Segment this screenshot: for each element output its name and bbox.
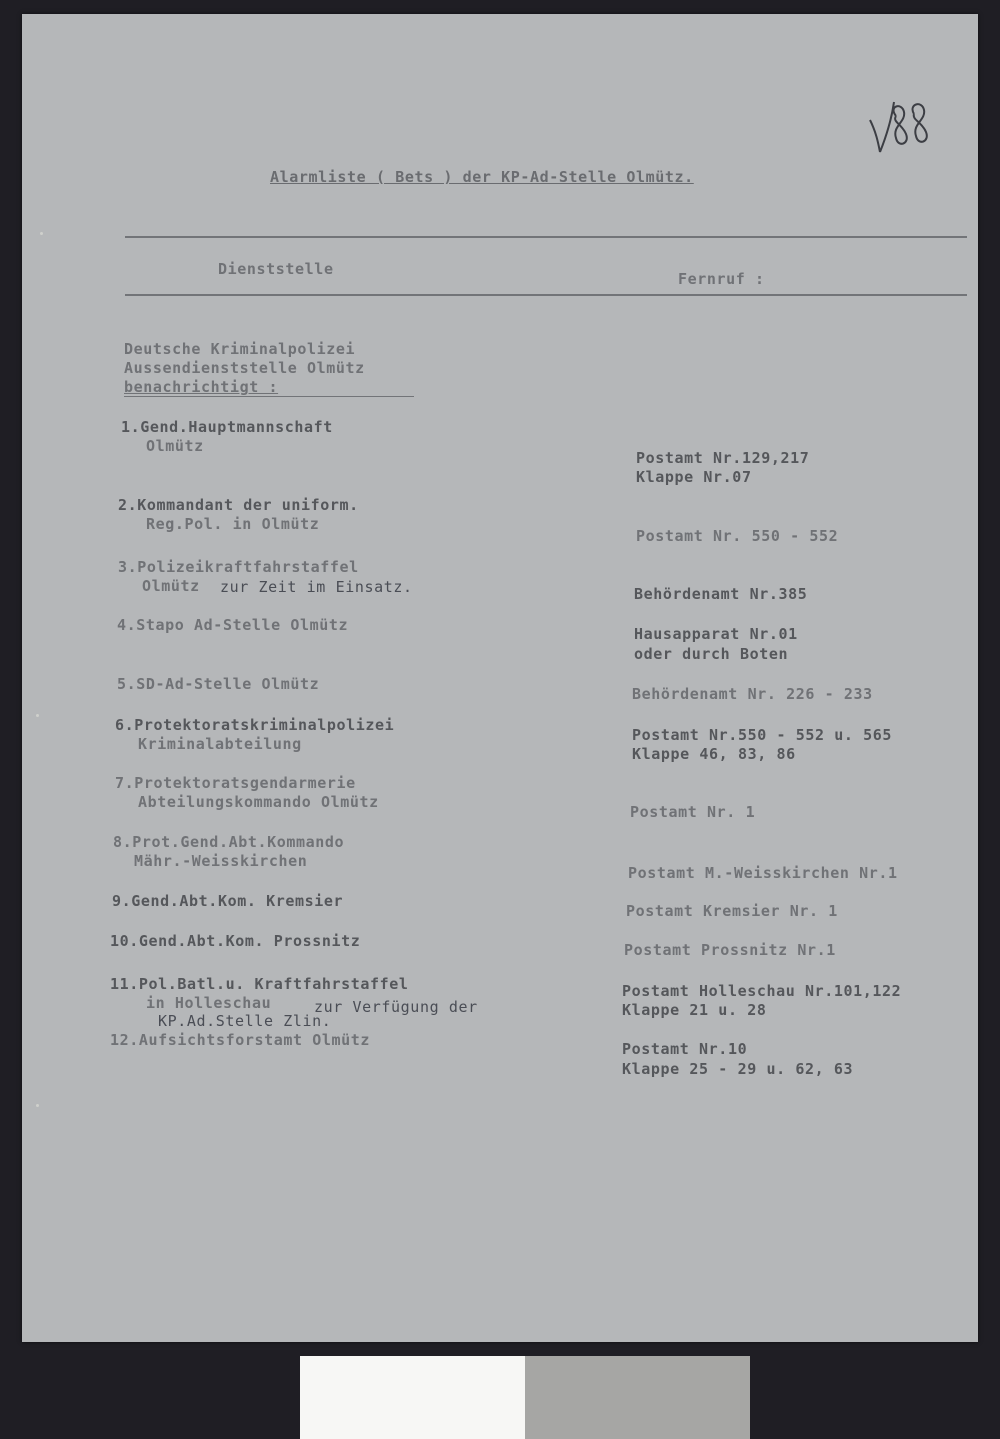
column-header-dienststelle: Dienststelle [218, 260, 334, 278]
phone-line: Hausapparat Nr.01 [634, 625, 798, 643]
phone-line: Postamt Nr. 1 [630, 803, 756, 821]
entry-line: Olmütz [146, 437, 204, 455]
intro-line: Deutsche Kriminalpolizei [124, 340, 356, 358]
phone-line: Postamt Nr.550 - 552 u. 565 [632, 726, 893, 744]
phone-line: Klappe 25 - 29 u. 62, 63 [622, 1060, 854, 1078]
inserted-note: zur Verfügung der [314, 998, 478, 1016]
header-top-rule [125, 236, 967, 238]
entry-line: 1.Gend.Hauptmannschaft [121, 418, 333, 436]
phone-line: Behördenamt Nr.385 [634, 585, 808, 603]
inserted-note: KP.Ad.Stelle Zlin. [158, 1012, 332, 1030]
entry-line: Olmütz [142, 577, 200, 595]
entry-line: 4.Stapo Ad-Stelle Olmütz [117, 616, 349, 634]
header-bottom-rule [125, 294, 967, 296]
column-header-fernruf: Fernruf : [678, 270, 765, 288]
phone-line: Postamt Nr.129,217 [636, 449, 810, 467]
paper-mark [36, 714, 39, 717]
entry-line: 7.Protektoratsgendarmerie [115, 774, 356, 792]
phone-line: Postamt Holleschau Nr.101,122 [622, 982, 902, 1000]
entry-line: 11.Pol.Batl.u. Kraftfahrstaffel [110, 975, 409, 993]
entry-line: Kriminalabteilung [138, 735, 302, 753]
entry-line: Abteilungskommando Olmütz [138, 793, 379, 811]
entry-line: 9.Gend.Abt.Kom. Kremsier [112, 892, 344, 910]
entry-line: Mähr.-Weisskirchen [134, 852, 308, 870]
entry-line: 3.Polizeikraftfahrstaffel [118, 558, 359, 576]
phone-line: Postamt Nr.10 [622, 1040, 748, 1058]
phone-line: Postamt Kremsier Nr. 1 [626, 902, 838, 920]
phone-line: Postamt M.-Weisskirchen Nr.1 [628, 864, 898, 882]
phone-line: Klappe Nr.07 [636, 468, 752, 486]
entry-line: 6.Protektoratskriminalpolizei [115, 716, 395, 734]
entry-line: Reg.Pol. in Olmütz [146, 515, 320, 533]
calibration-swatch-white [300, 1356, 525, 1439]
document-title: Alarmliste ( Bets ) der KP-Ad-Stelle Olmütz. [270, 168, 694, 186]
intro-line: benachrichtigt : [124, 378, 279, 396]
phone-line: oder durch Boten [634, 645, 789, 663]
calibration-swatch-grey [525, 1356, 750, 1439]
inserted-note: zur Zeit im Einsatz. [220, 578, 413, 596]
paper-mark [36, 1104, 39, 1107]
entry-line: 2.Kommandant der uniform. [118, 496, 359, 514]
paper-mark [40, 232, 43, 235]
entry-line: in Holleschau [146, 994, 272, 1012]
entry-line: 8.Prot.Gend.Abt.Kommando [113, 833, 345, 851]
intro-line: Aussendienststelle Olmütz [124, 359, 365, 377]
intro-underline [124, 396, 414, 397]
phone-line: Behördenamt Nr. 226 - 233 [632, 685, 873, 703]
entry-line: 5.SD-Ad-Stelle Olmütz [117, 675, 320, 693]
phone-line: Klappe 46, 83, 86 [632, 745, 796, 763]
handwritten-folio-number [862, 98, 932, 158]
phone-line: Postamt Prossnitz Nr.1 [624, 941, 836, 959]
phone-line: Postamt Nr. 550 - 552 [636, 527, 839, 545]
phone-line: Klappe 21 u. 28 [622, 1001, 767, 1019]
entry-line: 12.Aufsichtsforstamt Olmütz [110, 1031, 371, 1049]
entry-line: 10.Gend.Abt.Kom. Prossnitz [110, 932, 361, 950]
